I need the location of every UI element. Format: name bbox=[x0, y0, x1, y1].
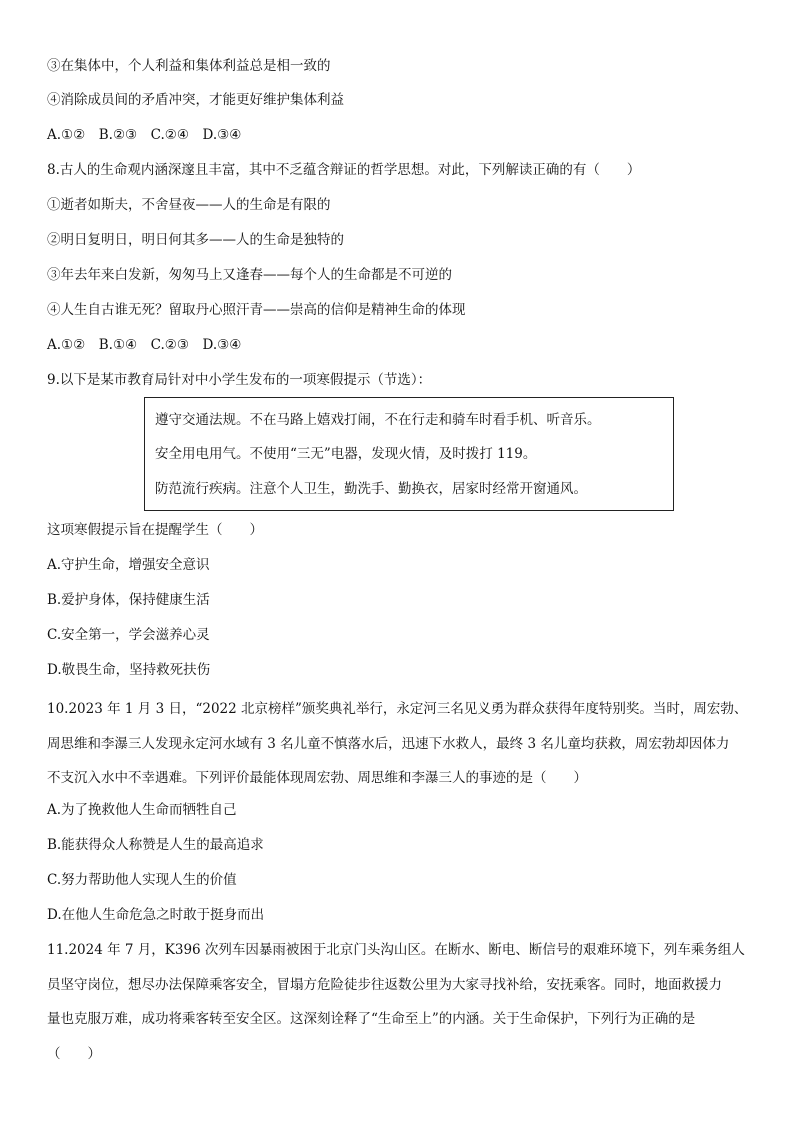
q8-stem: 8.古人的生命观内涵深邃且丰富，其中不乏蕴含辩证的哲学思想。对此，下列解读正确的有（ ） bbox=[47, 162, 641, 178]
q9-option-b: B.爱护身体，保持健康生活 bbox=[47, 592, 210, 608]
q10-stem bbox=[47, 692, 752, 796]
q11-stem bbox=[47, 933, 752, 1071]
q10-option-a: A.为了挽救他人生命而牺牲自己 bbox=[47, 802, 237, 818]
q10-stem-line-2: 周思维和李瀑三人发现永定河水域有 3 名儿童不慎落水后，迅速下水救人，最终 3 名儿童均获救，周宏勃却因体力 bbox=[47, 735, 730, 752]
q9-tip-box bbox=[144, 397, 674, 511]
q8-option-4: ④人生自古谁无死？留取丹心照汗青——崇高的信仰是精神生命的体现 bbox=[47, 302, 466, 318]
q9-option-d: D.敬畏生命，坚持救死扶伤 bbox=[47, 662, 211, 678]
q9-question: 这项寒假提示旨在提醒学生（ ） bbox=[47, 522, 263, 538]
q8-option-3: ③年去年来白发新，匆匆马上又逢春——每个人的生命都是不可逆的 bbox=[47, 267, 452, 283]
q8-option-1: ①逝者如斯夫，不舍昼夜——人的生命是有限的 bbox=[47, 197, 331, 213]
q11-stem-line-2: 员坚守岗位，想尽办法保障乘客安全，冒塌方危险徒步往返数公里为大家寻找补给，安抚乘客。同时，地面救援力 bbox=[47, 976, 722, 993]
q7-option-4: ④消除成员间的矛盾冲突，才能更好维护集体利益 bbox=[47, 92, 344, 108]
q11-stem-line-1: 11.2024 年 7 月，K396 次列车因暴雨被困于北京门头沟山区。在断水、断电、断信号的艰难环境下，列车乘务组人 bbox=[47, 942, 745, 958]
q7-choices: A.①② B.②③ C.②④ D.③④ bbox=[47, 127, 242, 143]
q9-tip-disease: 防范流行疾病。注意个人卫生，勤洗手、勤换衣，居家时经常开窗通风。 bbox=[155, 481, 587, 497]
q9-tip-electricity: 安全用电用气。不使用“三无”电器，发现火情，及时拨打 119。 bbox=[155, 446, 537, 462]
q10-option-d: D.在他人生命危急之时敢于挺身而出 bbox=[47, 907, 265, 923]
q8-choices: A.①② B.①④ C.②③ D.③④ bbox=[47, 337, 242, 353]
q9-tip-traffic: 遵守交通法规。不在马路上嬉戏打闹，不在行走和骑车时看手机、听音乐。 bbox=[155, 412, 601, 428]
q10-stem-line-3: 不支沉入水中不幸遇难。下列评价最能体现周宏勃、周思维和李瀑三人的事迹的是（ ） bbox=[47, 770, 587, 786]
q9-option-a: A.守护生命，增强安全意识 bbox=[47, 557, 210, 573]
q8-option-2: ②明日复明日，明日何其多——人的生命是独特的 bbox=[47, 232, 344, 248]
q11-stem-line-3: 量也克服万难，成功将乘客转至安全区。这深刻诠释了“生命至上”的内涵。关于生命保护，下列行为正确的是 bbox=[47, 1011, 696, 1027]
q11-stem-line-4: （ ） bbox=[47, 1045, 101, 1062]
q9-stem: 9.以下是某市教育局针对中小学生发布的一项寒假提示（节选）： bbox=[47, 372, 432, 388]
q10-stem-line-1: 10.2023 年 1 月 3 日，“2022 北京榜样”颁奖典礼举行，永定河三名见义勇为群众获得年度特别奖。当时，周宏勃、 bbox=[47, 701, 748, 717]
q7-option-3: ③在集体中，个人利益和集体利益总是相一致的 bbox=[47, 58, 331, 74]
q9-option-c: C.安全第一，学会滋养心灵 bbox=[47, 627, 210, 643]
q10-option-b: B.能获得众人称赞是人生的最高追求 bbox=[47, 837, 264, 853]
q10-option-c: C.努力帮助他人实现人生的价值 bbox=[47, 872, 237, 888]
